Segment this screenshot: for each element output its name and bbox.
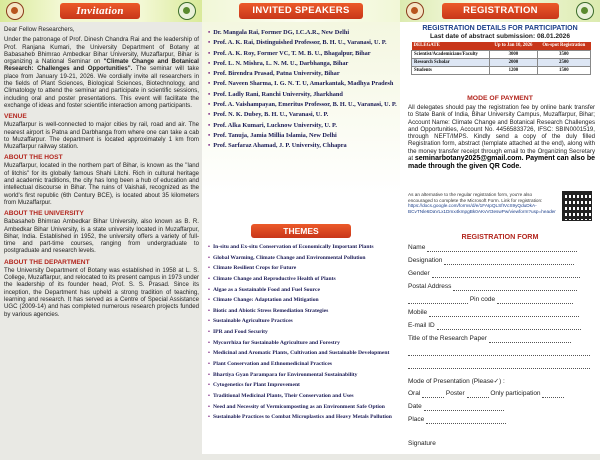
speaker-item: • Prof. Birendra Prasad, Patna University, Bihar [208, 69, 398, 79]
university-logo-icon [6, 2, 24, 20]
department-text: The University Department of Botany was established in 1958 at L. S. College, Muzaffarpur, and relocated to its present campus in 1973 under the leadership of its founder head, Prof. S. S. Prasad. Since its inception, the Department has upheld a strong tradition of teaching, learning and research. It has served as a Centre of Special Assistance UGC (2009-14) and has completed numerous research projects funded by various agencies. [4, 266, 200, 318]
field-label: Gender [408, 270, 430, 277]
payment-instructions [408, 104, 595, 171]
field-label: Designation [408, 257, 443, 264]
field-line [444, 259, 574, 265]
theme-item: • Medicinal and Aromatic Plants, Cultivation and Sustainable Development [208, 348, 398, 359]
registration-link[interactable]: https://docs.google.com/forms/d/e/1FAIpQLSfIVcS9yQduDkA-BCvTNle6DaVLx1Dmx4kmpgBk0AKvVt3eswPw/viewform?usp=header [408, 203, 556, 215]
registration-header-bar [400, 0, 600, 22]
payment-qr-code-icon [562, 191, 592, 221]
early-fee-header: Up to Jan 10, 2026 [490, 42, 538, 50]
theme-item: • Plant Conservation and Ethnomedicinal Practices [208, 359, 398, 370]
theme-item: • Cytogenetics for Plant Improvement [208, 380, 398, 391]
payment-mode-heading: MODE OF PAYMENT [467, 95, 533, 102]
delegate-header: DELEGATE [412, 42, 490, 50]
field-line [424, 405, 504, 411]
theme-item: • Climate Change: Adaptation and Mitigation [208, 295, 398, 306]
mobile-field[interactable] [408, 309, 594, 317]
theme-item: • Need and Necessity of Vermicomposting as an Environment Safe Option [208, 402, 398, 413]
invitation-badge: Invitation [60, 3, 140, 19]
signature-field[interactable] [408, 440, 594, 448]
university-logo-icon [406, 2, 424, 20]
themes-badge: THEMES [251, 224, 351, 238]
fee-cell: 3500 [537, 50, 590, 58]
presentation-options[interactable] [408, 390, 594, 398]
registration-title: REGISTRATION DETAILS FOR PARTICIPATION [422, 25, 578, 32]
designation-field[interactable] [408, 257, 594, 265]
field-line [426, 418, 506, 424]
theme-item: • Algae as a Sustainable Food and Fuel Source [208, 285, 398, 296]
invitation-header-bar [0, 0, 202, 22]
email-field[interactable] [408, 322, 594, 330]
venue-heading: VENUE [4, 113, 27, 121]
greeting: Dear Fellow Researchers, [4, 26, 75, 33]
field-label: Place [408, 416, 425, 423]
field-label: Mobile [408, 309, 428, 316]
fee-cell: 2000 [490, 58, 538, 66]
pin-code-field[interactable] [408, 296, 594, 304]
speaker-item: • Prof. Naveen Sharma, I. G. N. T. U, Amarkantak, Madhya Pradesh [208, 79, 398, 89]
alt-note-text: As an alternative to the regular registration form, you're also encouraged to complete the Microsoft Form. Link for registration: [408, 192, 543, 203]
field-label: E-mail ID [408, 322, 435, 329]
payment-text: All delegates should pay the registration fee by online bank transfer to State Bank of India, Bihar University Campus, Muzaffarpur, Bihar; Account Name: Climate Change and Botanical Research Challenges and Opportunities, Account No. 44565833726, IFSC: SBIN0001519, through NEFT/IMPS. Kindly send a copy of the duly filled Registration form, abstract (template attached at the end), along with the money transfer receipt through email to the Organizing Secretary at [408, 104, 595, 163]
theme-item: • Climate Resilient Crops for Future [208, 263, 398, 274]
university-text: Babasaheb Bhimrao Ambedkar Bihar University, also known as B. R. Ambedkar Bihar University, is a state university located in Muzaffarpur, Bihar, India. Established in 1952, the university offers a variety of full-time and part-time courses, ranging from undergraduate to postgraduate and research levels. [4, 218, 199, 255]
field-line [422, 392, 444, 398]
speakers-header-bar [202, 0, 400, 22]
speakers-badge: INVITED SPEAKERS [239, 3, 363, 19]
field-label: Signature [408, 440, 436, 447]
speaker-item: • Dr. Mangala Rai, Former DG, I.C.A.R., New Delhi [208, 28, 398, 38]
theme-item: • Bhartiya Gyan Parampara for Environmental Sustainability [208, 370, 398, 381]
invitation-text [4, 26, 199, 318]
field-line [408, 298, 468, 304]
theme-item: • Biotic and Abiotic Stress Remediation Strategies [208, 306, 398, 317]
host-text: Muzaffarpur, located in the northern part of Bihar, is known as the "land of litchis" for its globally famous Shahi Litchi. Rich in cultural heritage and academic traditions, the city has long been a hub of education and intellectual discourse in Bihar. The ruins of Vaishali, recognized as the world's first republic (6th Century BCE), is located about 35 kilometers from Muzaffarpur. [4, 162, 199, 206]
delegate-cell: Students [412, 66, 490, 74]
venue-text: Muzaffarpur is well-connected to major cities by rail, road and air. The nearest airport is Patna and Darbhanga from where one can take a cab to Muzaffarpur. The department is located approximately 1 km from Muzaffarpur railway station. [4, 121, 199, 151]
alternative-form-note [408, 192, 556, 215]
speaker-item: • Prof. A. Vaishampayan, Emeritus Professor, B. H. U., Varanasi, U. P. [208, 100, 398, 110]
field-line [429, 311, 579, 317]
field-line [432, 272, 580, 278]
field-label: Mode of Presentation (Please✓) : [408, 378, 505, 385]
speaker-item: • Prof. L. N. Mishra, L. N. M. U., Darbhanga, Bihar [208, 59, 398, 69]
field-line [408, 350, 590, 356]
field-line [467, 392, 489, 398]
registration-badge: REGISTRATION [442, 3, 559, 19]
paper-title-line-2[interactable] [408, 348, 594, 356]
theme-item: • Mycorrhiza for Sustainable Agriculture and Forestry [208, 338, 398, 349]
field-line [453, 285, 577, 291]
field-label: Pin code [469, 296, 496, 303]
field-label: Postal Address [408, 283, 452, 290]
field-line [489, 337, 571, 343]
paper-title-field[interactable] [408, 335, 594, 343]
fee-cell: 1500 [537, 66, 590, 74]
speaker-item: • Prof. Ladly Rani, Ranchi University, Jharkhand [208, 90, 398, 100]
department-heading: ABOUT THE DEPARTMENT [4, 258, 90, 266]
field-line [437, 324, 581, 330]
date-field[interactable] [408, 403, 594, 411]
fee-cell: 2500 [537, 58, 590, 66]
speakers-themes-column [202, 22, 400, 454]
presentation-mode-label [408, 378, 594, 386]
organizer-email[interactable]: seminarbotany2025@gmail.com. Payment can also be made through the given QR Code. [408, 155, 596, 171]
intro-text: Under the patronage of Prof. Dinesh Chandra Rai and the leadership of Prof. Ranjana Kumari, the University Department of Botany at Babasaheb Bhimrao Ambedkar Bihar University, Muzaffarpur, Bihar is organizing a National Seminar on [4, 36, 199, 66]
department-logo-icon [576, 2, 594, 20]
theme-item: • Traditional Medicinal Plants, Their Conservation and Uses [208, 391, 398, 402]
department-logo-icon [178, 2, 196, 20]
table-row [412, 50, 591, 58]
theme-item: • IPR and Food Security [208, 327, 398, 338]
intro-paragraph [4, 36, 199, 109]
delegate-cell: Scientist/Academicians/Faculty [412, 50, 490, 58]
university-heading: ABOUT THE UNIVERSITY [4, 210, 84, 218]
speaker-item: • Prof. A. K. Rai, Distinguished Professor, B. H. U., Varanasi, U. P. [208, 38, 398, 48]
field-line [408, 363, 590, 369]
speakers-list [208, 28, 398, 152]
poster-option[interactable]: Poster [445, 390, 465, 397]
speaker-item: • Prof. N. K. Dubey, B. H. U., Varanasi, U. P. [208, 110, 398, 120]
themes-list [208, 242, 398, 423]
field-label: Title of the Research Paper [408, 335, 487, 342]
theme-item: • Global Warming, Climate Change and Environmental Pollution [208, 253, 398, 264]
delegate-cell: Research Scholar [412, 58, 490, 66]
postal-address-field[interactable] [408, 283, 594, 291]
speaker-item: • Prof. A. K. Roy, Former VC, T. M. B. U., Bhagalpur, Bihar [208, 49, 398, 59]
spot-fee-header: On-spot Registration [537, 42, 590, 50]
fee-cell: 1200 [490, 66, 538, 74]
participation-option[interactable]: Only participation [490, 390, 541, 397]
speaker-item: • Prof. Alka Kumari, Lucknow University, U. P. [208, 121, 398, 131]
fee-cell: 3000 [490, 50, 538, 58]
theme-item: • Sustainable Practices to Combat Microplastics and Heavy Metals Pollution [208, 412, 398, 423]
intro-text-continued: The seminar will take place from January 19-21, 2026. We cordially invite all researchers in the fields of Plant Sciences, Biological Sciences, Biotechnology, and Climatology to attend the seminar and participate in scientific sessions, including oral and poster presentations. This event will facilitate the exchange of ideas and foster scientific interaction among participants. [4, 65, 199, 109]
table-row [412, 66, 591, 74]
place-field[interactable] [408, 416, 594, 424]
speaker-item: • Prof. Sarfaraz Ahamad, J. P. University, Chhapra [208, 141, 398, 151]
registration-column [400, 22, 600, 454]
name-field[interactable] [408, 244, 594, 252]
gender-field[interactable] [408, 270, 594, 278]
oral-option[interactable]: Oral [408, 390, 421, 397]
paper-title-line-3[interactable] [408, 361, 594, 369]
table-row [412, 58, 591, 66]
host-heading: ABOUT THE HOST [4, 154, 63, 162]
field-label: Date [408, 403, 422, 410]
field-line [542, 392, 564, 398]
field-line [497, 298, 573, 304]
field-line [427, 246, 577, 252]
theme-item: • In-situ and Ex-situ Conservation of Economically Important Plants [208, 242, 398, 253]
invitation-column [0, 22, 202, 454]
registration-form-heading: REGISTRATION FORM [461, 232, 539, 241]
field-label: Name [408, 244, 426, 251]
fee-table-header [412, 42, 591, 50]
fee-table [411, 42, 591, 75]
speaker-item: • Prof. Tanuja, Jamia Millia Islamia, New Delhi [208, 131, 398, 141]
theme-item: • Climate Change and Reproductive Health of Plants [208, 274, 398, 285]
abstract-deadline: Last date of abstract submission: 08.01.2026 [430, 33, 570, 40]
seminar-title: "Climate Change and Botanical Research: Challenges and Opportunities". [4, 58, 199, 73]
theme-item: • Sustainable Agriculture Practices [208, 316, 398, 327]
